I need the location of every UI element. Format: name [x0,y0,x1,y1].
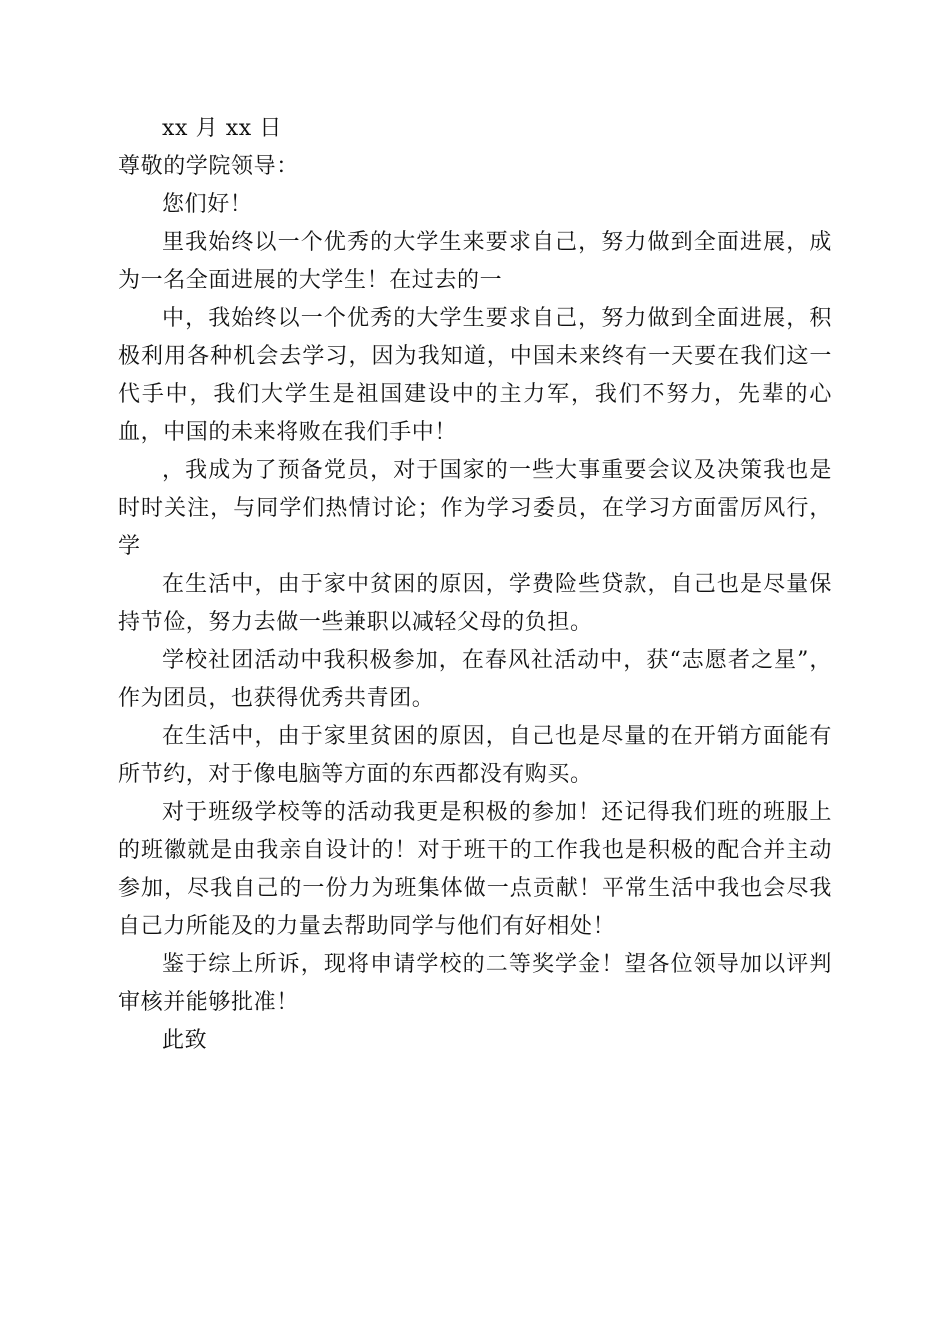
paragraph: 学校社团活动中我积极参加，在春风社活动中，获“志愿者之星”，作为团员，也获得优秀共青团。 [118,648,832,711]
letter-greeting: 您们好！ [162,192,253,217]
paragraph: ，我成为了预备党员，对于国家的一些大事重要会议及决策我也是时时关注，与同学们热情讨论；作为学习委员，在学习方面雷厉风行，学 [118,458,832,559]
paragraph: 鉴于综上所诉，现将申请学校的二等奖学金！望各位领导加以评判审核并能够批准！ [118,952,832,1015]
paragraph: 在生活中，由于家里贫困的原因，自己也是尽量的在开销方面能有所节约，对于像电脑等方面的东西都没有购买。 [118,724,832,787]
letter-salutation: 尊敬的学院领导： [118,154,299,179]
letter-body [118,110,832,1060]
paragraph: 对于班级学校等的活动我更是积极的参加！还记得我们班的班服上的班徽就是由我亲自设计的！对于班干的工作我也是积极的配合并主动参加，尽我自己的一份力为班集体做一点贡献！平常生活中我也会尽我自己力所能及的力量去帮助同学与他们有好相处！ [118,800,832,939]
paragraph: 中，我始终以一个优秀的大学生要求自己，努力做到全面进展，积极利用各种机会去学习，因为我知道，中国未来终有一天要在我们这一代手中，我们大学生是祖国建设中的主力军，我们不努力，先辈的心血，中国的未来将败在我们手中！ [118,306,832,445]
paragraph: 里我始终以一个优秀的大学生来要求自己，努力做到全面进展，成为一名全面进展的大学生！在过去的一 [118,230,832,293]
letter-closing: 此致 [162,1028,208,1053]
paragraph: 在生活中，由于家中贫困的原因，学费险些贷款，自己也是尽量保持节俭，努力去做一些兼职以减轻父母的负担。 [118,572,832,635]
letter-date: xx 月 xx 日 [162,116,283,141]
